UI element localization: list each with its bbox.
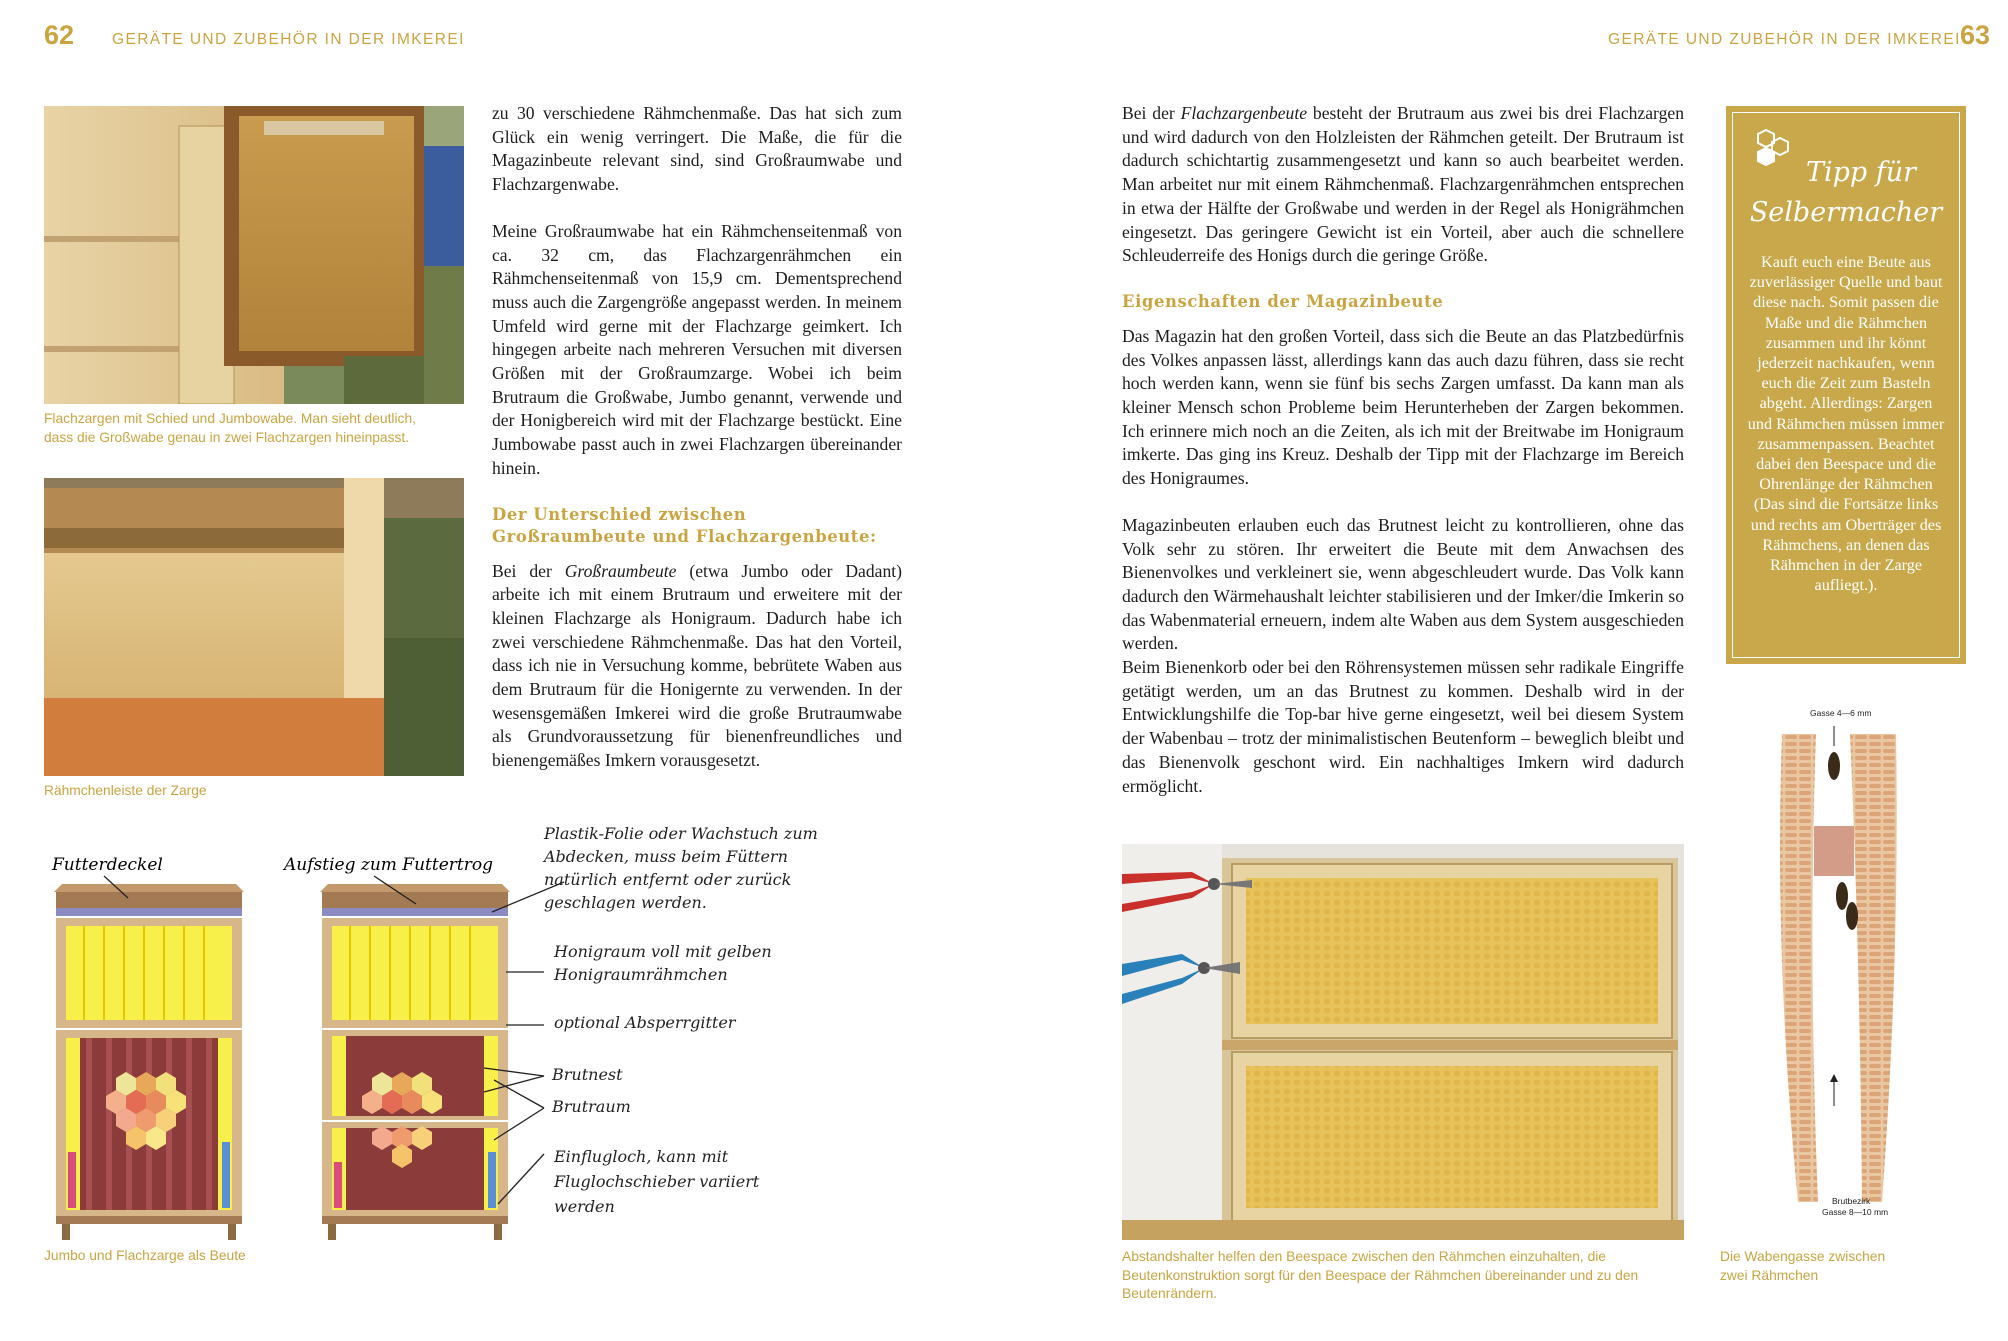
hive-jumbo	[54, 884, 244, 1240]
left-paragraph-1: zu 30 verschiedene Rähmchenmaße. Das hat sich zum Glück ein wenig verringert. Die Maße, die für die Magazinbeute relevant sind, sind Großraumwabe und Flachzargenwabe.	[492, 103, 902, 195]
caption-raehmchenleiste: Rähmchenleiste der Zarge	[44, 783, 207, 798]
right-paragraph-4: Beim Bienenkorb oder bei den Röhrensystemen müssen sehr radikale Eingriffe getätigt werden, um an das Brutnest zu kommen. Deshalb wird in der Entwicklungshilfe die Top-bar hive gerne eingesetzt, weil bei diesem System der Wabenbau – trotz der minimalistischen Beutenform – beweglich bleibt und das Bienenvolk geschont wird. Ein nachhaltiges Imkern wird dadurch ermöglicht.	[1122, 657, 1684, 796]
photo-frame-rest-image	[44, 478, 464, 776]
note-flugloch: Einflugloch, kann mit Fluglochschieber variiert werden	[554, 1147, 760, 1216]
left-subheading: Der Unterschied zwischen Großraumbeute und Flachzargenbeute:	[492, 504, 877, 546]
photo-raehmchen-abstandshalter	[1122, 844, 1684, 1240]
note-brutraum: Brutraum	[552, 1097, 631, 1116]
tip-title-line1: Tipp für	[1805, 157, 1917, 188]
wabengasse-drawing	[1770, 706, 1910, 1218]
note-absperrgitter: optional Absperrgitter	[554, 1013, 736, 1032]
right-paragraph-1: Bei der Flachzargenbeute besteht der Brutraum aus zwei bis drei Flachzargen und wird dadurch von den Holzleisten der Rähmchen geteilt. Der Brutraum ist dadurch schichtartig zusammengesetzt und kann so auch bearbeitet werden. Man arbeitet nur mit einem Rähmchenmaß. Flachzargenrähmchen entsprechen in etwa der Hälfte der Großwabe und werden in der Regel als Honigrähmchen eingesetzt. Das geringere Gewicht ist ein Vorteil, aber auch die schnellere Schleuderreife des Honigs durch die geringe Größe.	[1122, 103, 1684, 266]
label-aufstieg-futtertrog: Aufstieg zum Futtertrog	[284, 855, 493, 875]
caption-wabengasse: Die Wabengasse zwischen zwei Rähmchen	[1720, 1249, 1886, 1283]
tip-box	[1726, 106, 1966, 664]
right-running-title: GERÄTE UND ZUBEHÖR IN DER IMKEREI	[1608, 31, 1961, 48]
left-running-title: GERÄTE UND ZUBEHÖR IN DER IMKEREI	[112, 31, 465, 48]
left-paragraph-3: Bei der Großraumbeute (etwa Jumbo oder Dadant) arbeite ich mit einem Brutraum und erweitere mit der kleinen Flachzarge als Honigraum. Dadurch habe ich zwei verschiedene Rähmchenmaße. Das hat den Vorteil, dass ich nie in Versuchung komme, bebrütete Waben aus dem Brutraum für die Honigernte zu verwenden. In der wesensgemäßen Imkerei wird die große Brutraumwabe als Grundvoraussetzung für bienenfreundliches und bienengemäßes Imkern vorausgesetzt.	[492, 560, 903, 771]
gasse-label-top: Gasse 4—6 mm	[1810, 708, 1872, 718]
label-futterdeckel: Futterdeckel	[52, 855, 163, 875]
hive-flachzarge	[320, 884, 510, 1240]
right-text-column	[1122, 102, 1684, 798]
caption-photo-flachzargen: Flachzargen mit Schied und Jumbowabe. Man sieht deutlich, dass die Großwabe genau in zwei Flachzargen hineinpasst.	[44, 411, 416, 445]
photo-raehmchenleiste	[44, 478, 464, 776]
right-subheading: Eigenschaften der Magazinbeute	[1122, 291, 1444, 311]
right-page-number: 63	[1960, 20, 1991, 50]
hive-diagram	[44, 822, 844, 1242]
term-flachzargenbeute: Flachzargenbeute	[1180, 103, 1308, 123]
note-brutnest: Brutnest	[552, 1065, 623, 1084]
tip-text: Kauft euch eine Beute aus zuverlässiger Quelle und baut diese nach. Somit passen die Maße und die Rähmchen zusammen und ihr könnt jederzeit nachkaufen, wenn euch die Zeit zum Basteln abgeht. Allerdings: Zargen und Rähmchen müssen immer zusammenpassen. Beachtet dabei den Beespace und die Ohrenlänge der Rähmchen (Das sind die Fortsätze links und rechts am Oberträger des Rähmchens, an denen das Rähmchen in der Zarge aufliegt.).	[1747, 253, 1945, 595]
caption-abstandshalter: Abstandshalter helfen den Beespace zwischen den Rähmchen einzuhalten, die Beutenkonstruktion sorgt für den Beespace der Rähmchen übereinander und zu den Beutenrändern.	[1122, 1249, 1639, 1301]
wabengasse-illustration	[1770, 706, 1910, 1218]
gasse-label-bottom: Gasse 8—10 mm	[1822, 1207, 1889, 1217]
left-paragraph-2: Meine Großraumwabe hat ein Rähmchenseitenmaß von ca. 32 cm, das Flachzargenrähmchen ein Rähmchenseitenmaß von 15,9 cm. Dementsprechend muss auch die Zargengröße angepasst werden. In meinem Umfeld wird gerne mit der Flachzarge geimkert. Ich hingegen arbeite nach mehreren Versuchen mit diversen Größen mit der Großraumzarge. Wobei ich beim Brutraum die Großwabe, Jumbo genannt, verwende und der Honigbereich wird mit der Flachzarge bestückt. Eine Jumbowabe passt auch in zwei Flachzargen übereinander hinein.	[492, 220, 902, 478]
note-plastik-folie: Plastik-Folie oder Wachstuch zum Abdecken, muss beim Füttern natürlich entfernt oder zurück geschlagen werden.	[544, 824, 818, 912]
left-text-column	[492, 102, 902, 773]
note-honigraum: Honigraum voll mit gelben Honigraumrähmchen	[554, 942, 772, 984]
photo-frames-image	[1122, 844, 1684, 1240]
term-grossraumbeute: Großraumbeute	[564, 560, 677, 581]
gasse-label-brutbezirk: Brutbezirk	[1832, 1196, 1871, 1206]
caption-jumbo-flachzarge: Jumbo und Flachzarge als Beute	[44, 1248, 246, 1263]
photo-flachzargen-jumbowabe	[44, 106, 464, 404]
right-paragraph-3: Magazinbeuten erlauben euch das Brutnest leicht zu kontrollieren, ohne das Volk sehr zu stören. Ihr erweitert die Beute mit dem Anwachsen des Bienenvolkes und verkleinert sie, wenn abgeschleudert wurde. Das Volk kann dadurch den Wärmehaushalt leichter stabilisieren und der Imker/die Imkerin so das Wabenmaterial erneuern, indem alte Waben aus dem System ausgeschieden werden.	[1122, 514, 1684, 654]
right-paragraph-2: Das Magazin hat den großen Vorteil, dass sich die Beute an das Platzbedürfnis des Volkes anpassen lässt, allerdings kann das auch dazu führen, dass sie recht hoch werden kann, wenn sie fünf bis sechs Zargen umfasst. Da kann man als kleiner Mensch schon Probleme beim Herunterheben der Zargen bekommen. Ich erinnere mich noch an die Zeiten, als ich mit der Breitwabe im Honigraum imkerte. Das ging ins Kreuz. Deshalb der Tipp mit der Flachzarge im Bereich des Honigraumes.	[1122, 325, 1684, 489]
left-page-number: 62	[44, 20, 75, 50]
tip-title-line2: Selbermacher	[1749, 197, 1943, 228]
photo-hive-boxes-image	[44, 106, 464, 404]
